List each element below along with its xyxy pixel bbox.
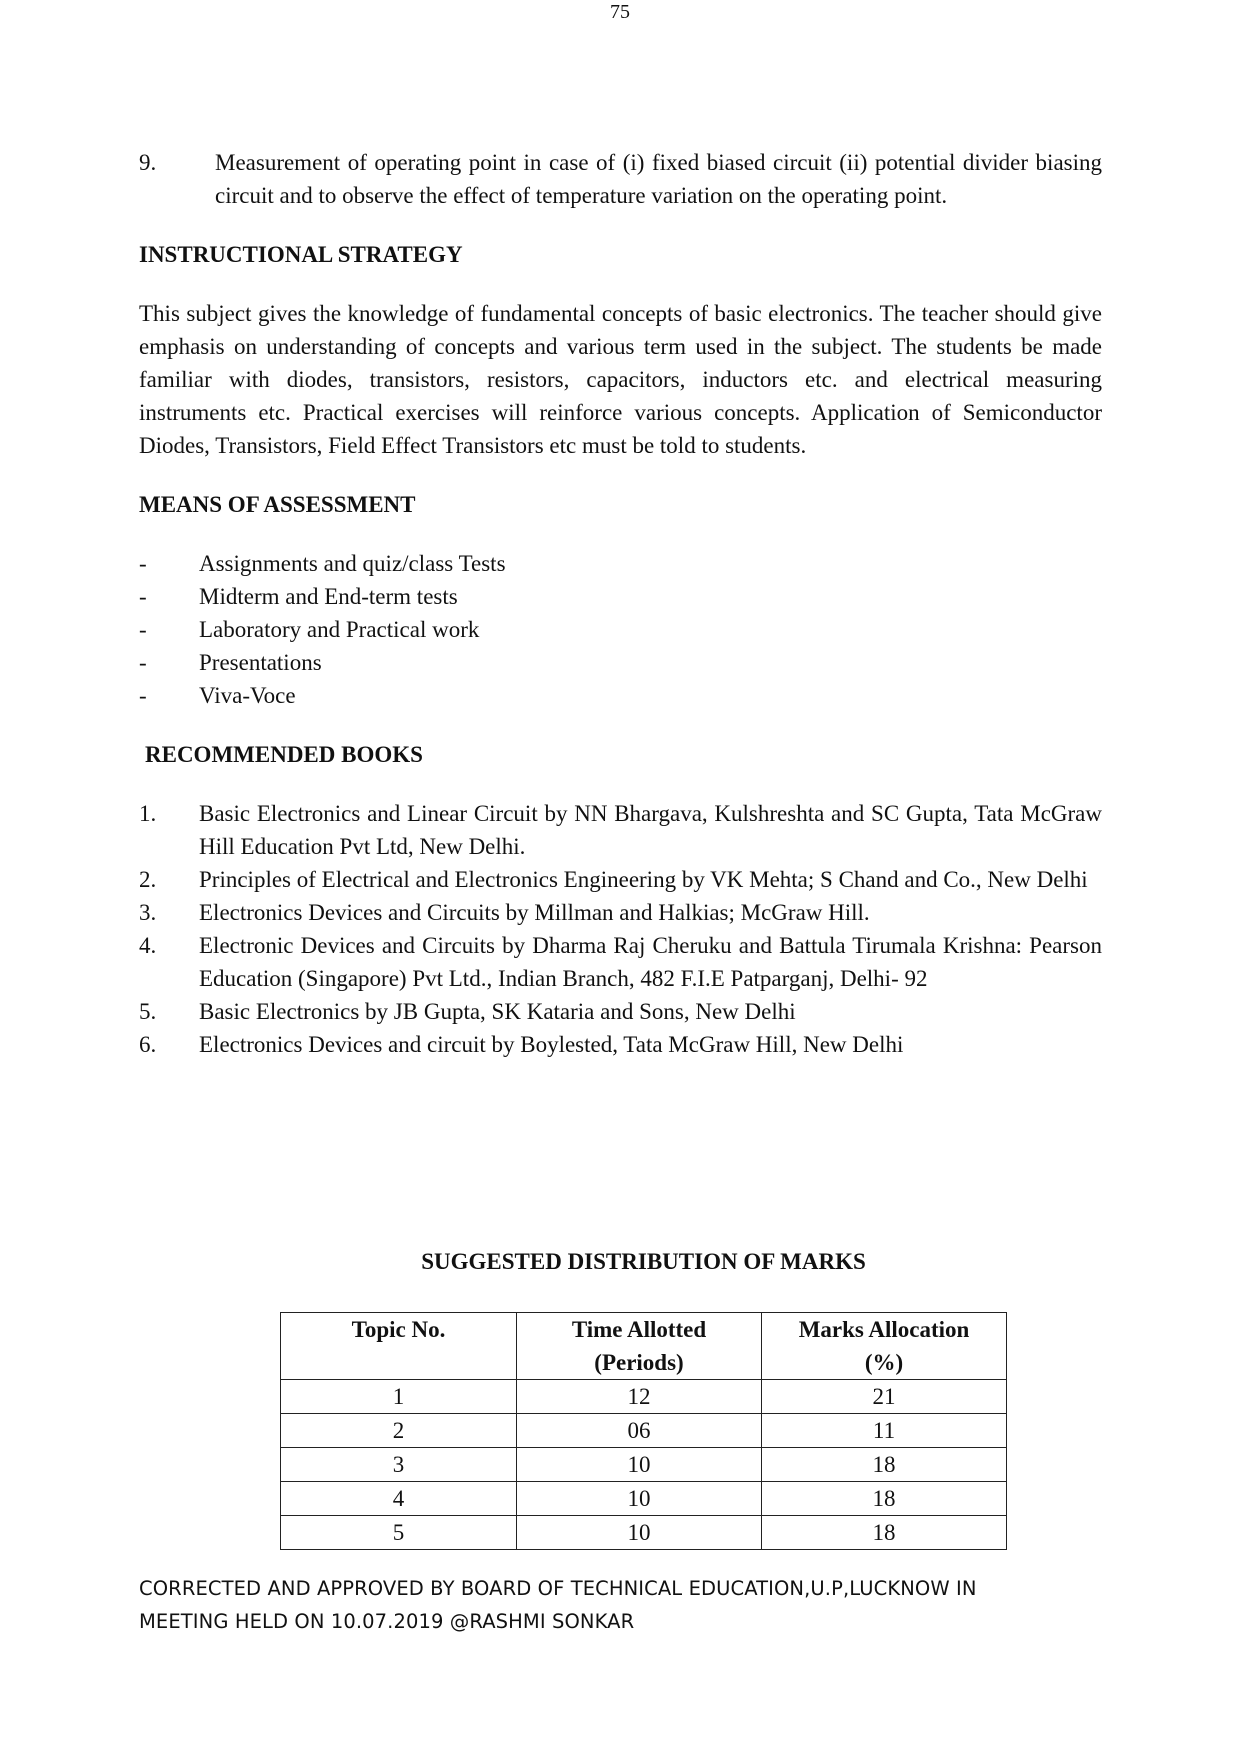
marks-table bbox=[280, 1312, 1007, 1550]
book-text: Electronics Devices and Circuits by Millman and Halkias; McGraw Hill. bbox=[199, 900, 870, 925]
book-text: Electronics Devices and circuit by Boylested, Tata McGraw Hill, New Delhi bbox=[199, 1032, 904, 1057]
cell-topic: 4 bbox=[281, 1482, 517, 1516]
table-header-time bbox=[517, 1313, 762, 1380]
cell-marks: 18 bbox=[762, 1448, 1007, 1482]
list-item bbox=[139, 863, 1102, 896]
assessment-heading: MEANS OF ASSESSMENT bbox=[139, 492, 416, 517]
list-item bbox=[139, 1028, 1102, 1061]
footer-line-1: CORRECTED AND APPROVED BY BOARD OF TECHNICAL EDUCATION,U.P,LUCKNOW IN bbox=[139, 1577, 977, 1600]
bullet-dash: - bbox=[139, 650, 147, 675]
instructional-strategy-text: This subject gives the knowledge of fundamental concepts of basic electronics. The teacher should give emphasis on understanding of concepts and various term used in the subject. The students be made familiar with diodes, transistors, resistors, capacitors, inductors etc. and electrical measuring instruments etc. Practical exercises will reinforce various concepts. Application of Semiconductor Diodes, Transistors, Field Effect Transistors etc must be told to students. bbox=[139, 301, 1102, 458]
table-row bbox=[281, 1414, 1007, 1448]
book-text: Basic Electronics by JB Gupta, SK Kataria and Sons, New Delhi bbox=[199, 999, 796, 1024]
book-text: Principles of Electrical and Electronics Engineering by VK Mehta; S Chand and Co., New Delhi bbox=[199, 867, 1088, 892]
bullet-dash: - bbox=[139, 617, 147, 642]
bullet-dash: - bbox=[139, 683, 147, 708]
header-marks-line1: Marks Allocation bbox=[798, 1317, 970, 1342]
page-number: 75 bbox=[610, 1, 630, 23]
header-marks-line2: (%) bbox=[864, 1350, 904, 1375]
footer-line-2: MEETING HELD ON 10.07.2019 @RASHMI SONKAR bbox=[139, 1610, 635, 1633]
list-item-text: Assignments and quiz/class Tests bbox=[199, 551, 506, 576]
cell-topic: 2 bbox=[281, 1414, 517, 1448]
assessment-list bbox=[139, 547, 1102, 712]
list-item bbox=[139, 646, 1102, 679]
cell-time: 12 bbox=[517, 1380, 762, 1414]
marks-distribution-title: SUGGESTED DISTRIBUTION OF MARKS bbox=[421, 1249, 866, 1274]
approval-footer bbox=[139, 1572, 1119, 1638]
cell-marks: 18 bbox=[762, 1482, 1007, 1516]
cell-time: 10 bbox=[517, 1482, 762, 1516]
list-item bbox=[139, 896, 1102, 929]
header-time-line2: (Periods) bbox=[594, 1350, 684, 1375]
header-topic-label: Topic No. bbox=[351, 1317, 446, 1342]
practical-item-number: 9. bbox=[139, 150, 157, 175]
cell-topic: 3 bbox=[281, 1448, 517, 1482]
header-time-line1: Time Allotted bbox=[571, 1317, 707, 1342]
list-item bbox=[139, 995, 1102, 1028]
list-item-text: Viva-Voce bbox=[199, 683, 296, 708]
list-item-text: Presentations bbox=[199, 650, 322, 675]
table-header-marks bbox=[762, 1313, 1007, 1380]
cell-topic: 5 bbox=[281, 1516, 517, 1550]
book-number: 3. bbox=[139, 900, 157, 925]
book-text: Electronic Devices and Circuits by Dharma Raj Cheruku and Battula Tirumala Krishna: Pearson Education (Singapore) Pvt Ltd., Indian Branch, 482 F.I.E Patparganj, Delhi- 92 bbox=[199, 933, 1102, 991]
book-number: 2. bbox=[139, 867, 157, 892]
practical-item-text: Measurement of operating point in case of (i) fixed biased circuit (ii) potential divider biasing circuit and to observe the effect of temperature variation on the operating point. bbox=[215, 150, 1102, 208]
cell-marks: 11 bbox=[762, 1414, 1007, 1448]
book-number: 5. bbox=[139, 999, 157, 1024]
page-content bbox=[139, 146, 1102, 1061]
book-number: 6. bbox=[139, 1032, 157, 1057]
table-row bbox=[281, 1516, 1007, 1550]
list-item bbox=[139, 580, 1102, 613]
bullet-dash: - bbox=[139, 584, 147, 609]
instructional-strategy-heading: INSTRUCTIONAL STRATEGY bbox=[139, 242, 463, 267]
list-item bbox=[139, 679, 1102, 712]
books-heading: RECOMMENDED BOOKS bbox=[145, 742, 423, 767]
table-row bbox=[281, 1380, 1007, 1414]
list-item bbox=[139, 547, 1102, 580]
table-header-row bbox=[281, 1313, 1007, 1380]
list-item bbox=[139, 929, 1102, 995]
bullet-dash: - bbox=[139, 551, 147, 576]
list-item bbox=[139, 613, 1102, 646]
table-header-topic bbox=[281, 1313, 517, 1380]
table-row bbox=[281, 1482, 1007, 1516]
books-list bbox=[139, 797, 1102, 1061]
cell-time: 06 bbox=[517, 1414, 762, 1448]
cell-time: 10 bbox=[517, 1448, 762, 1482]
cell-marks: 21 bbox=[762, 1380, 1007, 1414]
cell-time: 10 bbox=[517, 1516, 762, 1550]
table-row bbox=[281, 1448, 1007, 1482]
book-number: 1. bbox=[139, 801, 157, 826]
list-item-text: Laboratory and Practical work bbox=[199, 617, 480, 642]
cell-marks: 18 bbox=[762, 1516, 1007, 1550]
book-number: 4. bbox=[139, 933, 157, 958]
cell-topic: 1 bbox=[281, 1380, 517, 1414]
list-item bbox=[139, 797, 1102, 863]
practical-item bbox=[139, 146, 1102, 212]
book-text: Basic Electronics and Linear Circuit by NN Bhargava, Kulshreshta and SC Gupta, Tata McGraw Hill Education Pvt Ltd, New Delhi. bbox=[199, 801, 1102, 859]
list-item-text: Midterm and End-term tests bbox=[199, 584, 458, 609]
